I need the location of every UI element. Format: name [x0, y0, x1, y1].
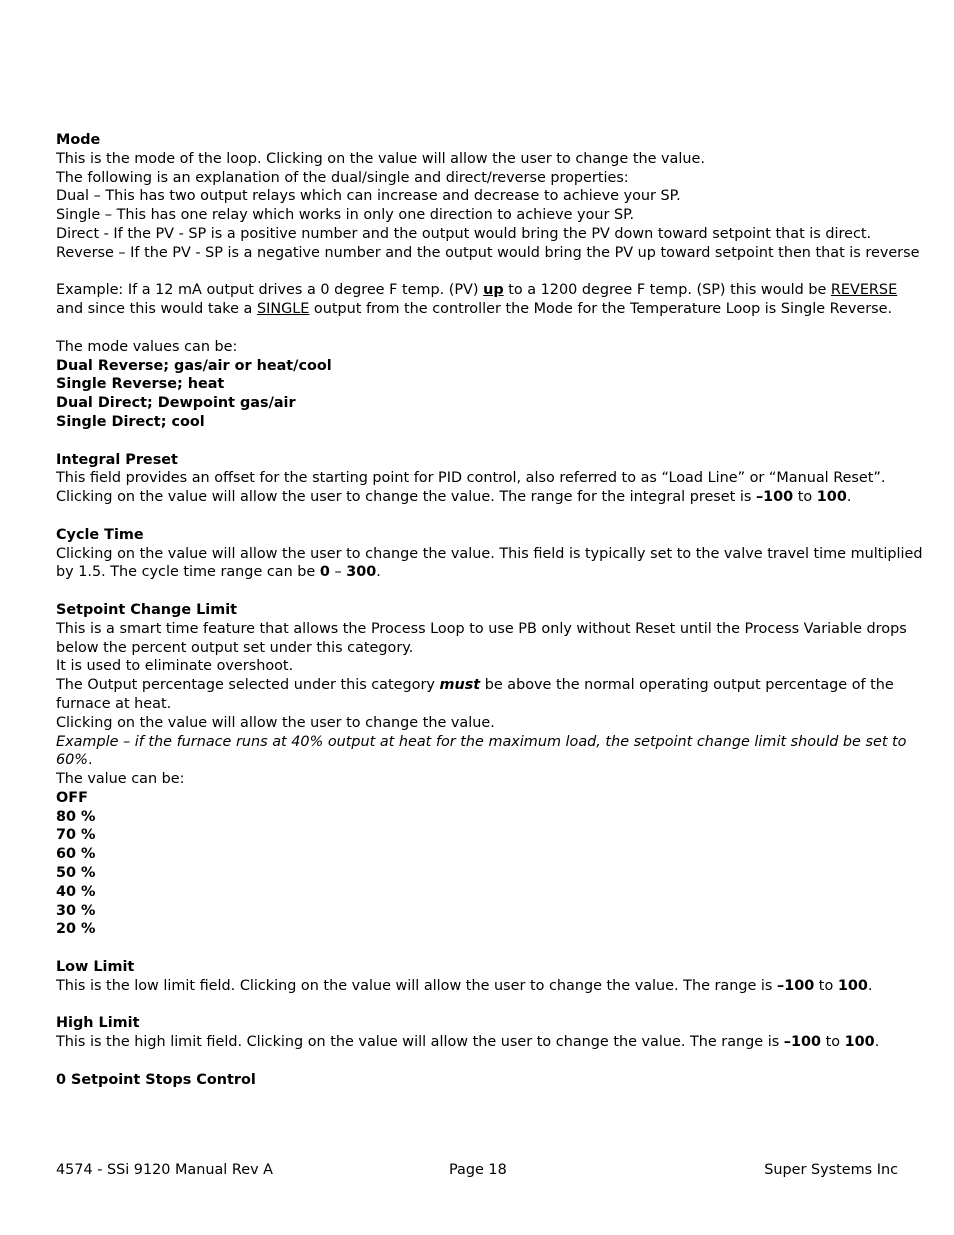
- setpoint-change-limit-example-1: Example – if the furnace runs at 40% output at heat for the maximum load, the setpoint change limit should be set to: [56, 733, 907, 750]
- low-limit-line: [56, 977, 906, 996]
- spacer: [56, 432, 906, 451]
- setpoint-change-limit-value: 60 %: [56, 846, 96, 863]
- mode-example-text: Example: If a 12 mA output drives a 0 degree F temp. (PV): [56, 282, 484, 299]
- mode-line-3: Dual – This has two output relays which can increase and decrease to achieve your SP.: [56, 188, 681, 205]
- mode-line-2: The following is an explanation of the dual/single and direct/reverse properties:: [56, 169, 629, 186]
- cycle-time-end: .: [376, 564, 381, 581]
- low-limit-end: .: [867, 977, 873, 994]
- setpoint-change-limit-value: OFF: [56, 789, 88, 806]
- low-limit-to: to: [814, 977, 838, 994]
- spacer: [56, 263, 906, 282]
- setpoint-change-limit-values-intro: The value can be:: [56, 771, 185, 788]
- mode-line-6: Reverse – If the PV - SP is a negative number and the output would bring the PV up toward setpoint then that is reverse: [56, 244, 920, 261]
- integral-preset-end: .: [846, 489, 852, 506]
- integral-preset-line-2: [56, 488, 906, 507]
- mode-value-item: Single Reverse; heat: [56, 376, 225, 393]
- high-limit-to: to: [821, 1034, 845, 1051]
- mode-example-text: and since this would take a: [56, 301, 257, 318]
- spacer: [56, 996, 906, 1015]
- setpoint-change-limit-example-2: [56, 751, 906, 770]
- setpoint-change-limit-heading: Setpoint Change Limit: [56, 601, 238, 618]
- spacer: [56, 939, 906, 958]
- setpoint-change-limit-value: 50 %: [56, 865, 96, 882]
- mode-example-line-2: [56, 300, 906, 319]
- zero-setpoint-heading: 0 Setpoint Stops Control: [56, 1071, 256, 1088]
- low-limit-heading: Low Limit: [56, 959, 135, 976]
- setpoint-change-limit-line-3: It is used to eliminate overshoot.: [56, 658, 294, 675]
- setpoint-change-limit-line-1: This is a smart time feature that allows the Process Loop to use PB only without Reset until the Process Variable drops: [56, 620, 907, 637]
- mode-line-5: Direct - If the PV - SP is a positive number and the output would bring the PV down toward setpoint that is direct.: [56, 225, 872, 242]
- spacer: [56, 319, 906, 338]
- cycle-time-line-1: Clicking on the value will allow the user to change the value. This field is typically set to the valve travel time multiplied: [56, 545, 923, 562]
- mode-example-reverse: REVERSE: [830, 282, 898, 299]
- setpoint-change-limit-line-6: Clicking on the value will allow the user to change the value.: [56, 714, 495, 731]
- mode-value-item: Dual Reverse; gas/air or heat/cool: [56, 357, 332, 374]
- cycle-time-text: by 1.5. The cycle time range can be: [56, 564, 320, 581]
- setpoint-change-limit-must: must: [439, 677, 481, 694]
- setpoint-change-limit-line-2: below the percent output set under this category.: [56, 639, 414, 656]
- setpoint-change-limit-example-end: .: [88, 752, 93, 769]
- high-limit-line: [56, 1033, 906, 1052]
- integral-preset-max: 100: [816, 489, 847, 506]
- high-limit-end: .: [874, 1034, 880, 1051]
- setpoint-change-limit-line-4: [56, 676, 906, 695]
- integral-preset-text: Clicking on the value will allow the user to change the value. The range for the integral preset is: [56, 489, 756, 506]
- page-footer: [56, 1160, 898, 1180]
- setpoint-change-limit-line-5: furnace at heat.: [56, 695, 172, 712]
- high-limit-max: 100: [844, 1034, 875, 1051]
- mode-value-item: Single Direct; cool: [56, 413, 205, 430]
- setpoint-change-limit-value: 20 %: [56, 921, 96, 938]
- cycle-time-dash: –: [329, 564, 347, 581]
- low-limit-text: This is the low limit field. Clicking on the value will allow the user to change the value. The range is: [56, 977, 777, 994]
- setpoint-change-limit-example-value: 60%: [56, 752, 88, 769]
- mode-line-4: Single – This has one relay which works in only one direction to achieve your SP.: [56, 207, 635, 224]
- high-limit-heading: High Limit: [56, 1015, 140, 1032]
- cycle-time-max: 300: [346, 564, 377, 581]
- mode-line-1: This is the mode of the loop. Clicking on the value will allow the user to change the value.: [56, 150, 705, 167]
- high-limit-text: This is the high limit field. Clicking on the value will allow the user to change the value. The range is: [56, 1034, 784, 1051]
- mode-values-intro: The mode values can be:: [56, 338, 238, 355]
- spacer: [56, 507, 906, 526]
- low-limit-max: 100: [837, 977, 868, 994]
- mode-heading: Mode: [56, 132, 101, 148]
- cycle-time-min: 0: [319, 564, 330, 581]
- setpoint-change-limit-text: The Output percentage selected under this category: [56, 677, 440, 694]
- setpoint-change-limit-text: be above the normal operating output percentage of the: [480, 677, 894, 694]
- spacer: [56, 582, 906, 601]
- mode-example-up: up: [483, 282, 504, 299]
- integral-preset-to: to: [793, 489, 817, 506]
- cycle-time-line-2: [56, 563, 906, 582]
- cycle-time-heading: Cycle Time: [56, 526, 144, 543]
- mode-example-single: SINGLE: [256, 301, 310, 318]
- setpoint-change-limit-value: 70 %: [56, 827, 96, 844]
- mode-example-text: output from the controller the Mode for the Temperature Loop is Single Reverse.: [309, 301, 893, 318]
- integral-preset-min: –100: [755, 489, 794, 506]
- mode-value-item: Dual Direct; Dewpoint gas/air: [56, 395, 296, 412]
- footer-page-number: Page 18: [449, 1162, 507, 1178]
- integral-preset-line-1: This field provides an offset for the starting point for PID control, also referred to as “Load Line” or “Manual Reset”.: [56, 470, 886, 487]
- setpoint-change-limit-value: 80 %: [56, 808, 96, 825]
- page-content: [56, 131, 923, 1090]
- low-limit-min: –100: [777, 977, 815, 994]
- mode-example-text: to a 1200 degree F temp. (SP) this would be: [503, 282, 831, 299]
- mode-example-line-1: [56, 281, 906, 300]
- spacer: [56, 1052, 906, 1071]
- footer-document-id: 4574 - SSi 9120 Manual Rev A: [56, 1162, 274, 1178]
- high-limit-min: –100: [783, 1034, 822, 1051]
- integral-preset-heading: Integral Preset: [56, 451, 178, 468]
- footer-company: Super Systems Inc: [764, 1162, 898, 1178]
- setpoint-change-limit-value: 30 %: [56, 902, 96, 919]
- setpoint-change-limit-value: 40 %: [56, 883, 96, 900]
